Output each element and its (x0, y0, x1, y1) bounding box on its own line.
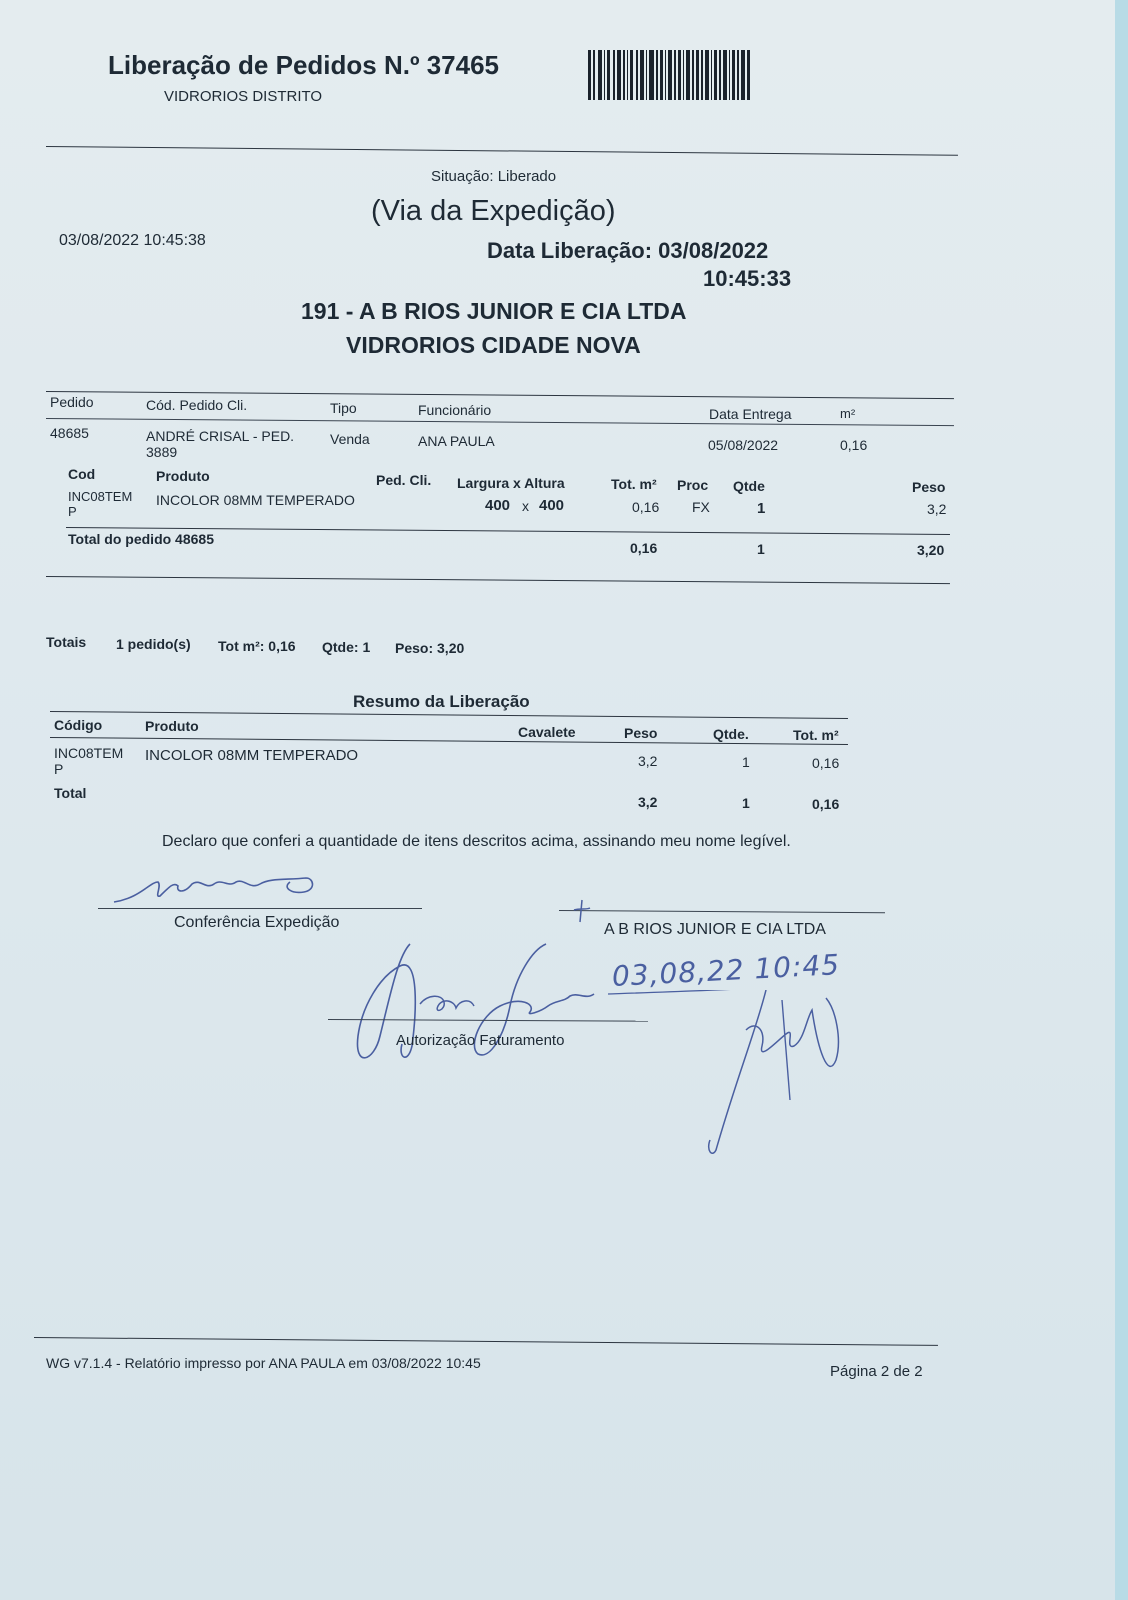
client-signature-label: A B RIOS JUNIOR E CIA LTDA (604, 921, 826, 938)
client-signature-mark (572, 898, 592, 924)
summary-header-peso: Peso (624, 725, 658, 741)
declaration-text: Declaro que conferi a quantidade de itens descritos acima, assinando meu nome legível. (162, 833, 791, 850)
item-header-peso: Peso (912, 479, 946, 495)
client-order-code-cont: 3889 (146, 444, 178, 460)
printed-timestamp: 03/08/2022 10:45:38 (59, 232, 206, 249)
item-code: INC08TEM (68, 489, 133, 504)
summary-header-qtde: Qtde. (713, 726, 749, 742)
col-header-cod-cli: Cód. Pedido Cli. (146, 397, 248, 413)
footer-printed-by: WG v7.1.4 - Relatório impresso por ANA PAULA em 03/08/2022 10:45 (46, 1355, 481, 1371)
item-process: FX (692, 499, 710, 515)
authorization-signature-label: Autorização Faturamento (396, 1032, 565, 1049)
summary-header-codigo: Código (54, 717, 103, 733)
delivery-date: 05/08/2022 (708, 437, 779, 453)
col-header-funcionario: Funcionário (418, 402, 492, 418)
item-header-qtde: Qtde (733, 478, 765, 494)
expedition-signature-label: Conferência Expedição (174, 914, 340, 931)
barcode-icon (588, 50, 750, 100)
order-area: 0,16 (840, 437, 868, 453)
summary-total-quantity: 1 (742, 795, 750, 811)
order-total-quantity: 1 (757, 541, 765, 557)
totals-orders: 1 pedido(s) (116, 636, 191, 652)
summary-weight: 3,2 (638, 753, 658, 769)
totals-quantity: Qtde: 1 (322, 639, 371, 655)
summary-header-tot-m2: Tot. m² (793, 727, 839, 743)
summary-total-weight: 3,2 (638, 794, 658, 810)
authorization-signature (350, 936, 600, 1076)
company-name: VIDRORIOS DISTRITO (164, 88, 323, 105)
copy-type-heading: (Via da Expedição) (371, 195, 616, 227)
handwritten-date: 03,08,22 10:45 (611, 948, 841, 993)
release-time: 10:45:33 (703, 266, 792, 291)
footer-page-number: Página 2 de 2 (830, 1363, 923, 1380)
item-weight: 3,2 (927, 501, 947, 517)
summary-area: 0,16 (812, 755, 840, 771)
summary-product: INCOLOR 08MM TEMPERADO (145, 747, 359, 764)
employee-name: ANA PAULA (418, 433, 495, 449)
totals-weight: Peso: 3,20 (395, 640, 465, 656)
col-header-pedido: Pedido (50, 394, 94, 410)
order-total-area: 0,16 (630, 540, 658, 556)
order-number: 48685 (50, 425, 89, 441)
item-product: INCOLOR 08MM TEMPERADO (156, 492, 355, 508)
order-total-weight: 3,20 (917, 542, 945, 558)
expedition-signature (110, 872, 330, 908)
item-code-cont: P (68, 504, 77, 519)
summary-quantity: 1 (742, 754, 750, 770)
client-order-code: ANDRÉ CRISAL - PED. (146, 428, 295, 444)
client-name: 191 - A B RIOS JUNIOR E CIA LTDA (301, 298, 687, 324)
page-edge (1115, 0, 1128, 1600)
item-header-proc: Proc (677, 477, 709, 493)
status-text: Situação: Liberado (431, 168, 557, 185)
col-header-data-entrega: Data Entrega (709, 406, 792, 422)
summary-header-produto: Produto (145, 718, 199, 734)
item-dims-separator: x (522, 498, 529, 514)
order-total-label: Total do pedido 48685 (68, 531, 214, 547)
item-header-ped-cli: Ped. Cli. (376, 472, 432, 488)
release-date: Data Liberação: 03/08/2022 (487, 238, 769, 263)
item-header-cod: Cod (68, 466, 96, 482)
totals-label: Totais (46, 634, 87, 650)
handwritten-initials (606, 990, 866, 1160)
item-area: 0,16 (632, 499, 660, 515)
summary-header-cavalete: Cavalete (518, 724, 576, 740)
item-width: 400 (485, 497, 511, 514)
summary-code: INC08TEM (54, 745, 124, 761)
item-header-produto: Produto (156, 468, 210, 484)
col-header-m2: m² (840, 406, 856, 421)
document-title: Liberação de Pedidos N.º 37465 (108, 50, 499, 80)
item-quantity: 1 (757, 500, 766, 517)
expedition-signature-line (98, 908, 422, 909)
summary-code-cont: P (54, 761, 64, 777)
order-type: Venda (330, 431, 370, 447)
summary-total-area: 0,16 (812, 796, 840, 812)
client-branch: VIDRORIOS CIDADE NOVA (346, 332, 641, 358)
item-header-tot-m2: Tot. m² (611, 476, 657, 492)
summary-title: Resumo da Liberação (353, 692, 530, 711)
totals-area: Tot m²: 0,16 (218, 638, 296, 654)
item-header-dims: Largura x Altura (457, 475, 565, 491)
summary-total-label: Total (54, 785, 87, 801)
item-height: 400 (539, 497, 565, 514)
col-header-tipo: Tipo (330, 400, 357, 416)
